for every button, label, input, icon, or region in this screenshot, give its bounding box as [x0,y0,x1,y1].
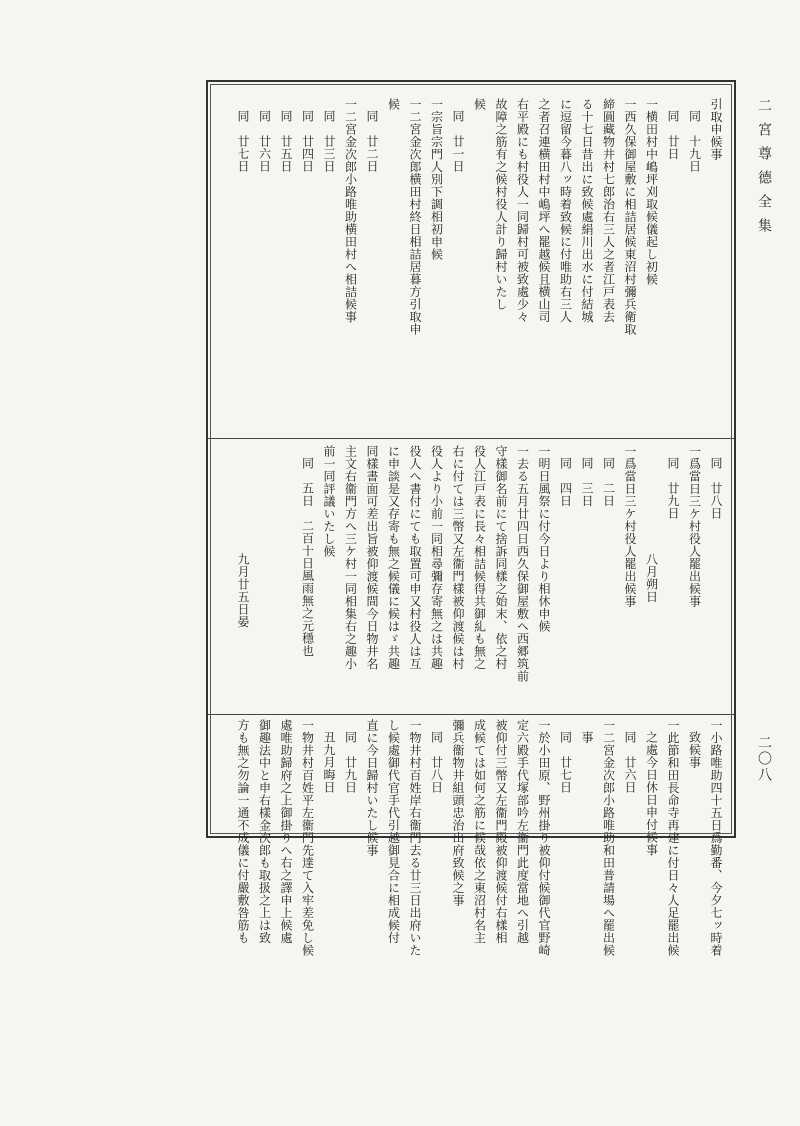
text-line: 同樣書面可差出旨被仰渡候間今日物井名 [365,445,379,670]
text-line: 一物井村百姓平左衞門先達て入牢差免し候 [300,719,315,957]
text-line: 同 廿九日 [343,731,358,794]
text-line: 同 廿一日 [451,110,465,173]
text-line: 一二宮金次郎小路唯助横田村へ相詰候事 [343,98,358,323]
text-line: 致候事 [687,731,702,769]
text-line: 御趣法中と申右樣金次郎も取扱之上は致 [257,719,272,944]
text-line: 役人へ書付にても取置可申又村役人は互 [408,445,422,670]
text-line: 一宗旨宗門人別下調相初申候 [429,98,444,261]
text-line: 右に付ては三幣又左衞門樣被仰渡候は村 [451,445,465,670]
text-line: 故障之筋有之候村役人計り歸村いたし [494,98,508,311]
text-line: 同 廿八日 [429,731,444,794]
text-line: 同 廿五日 [279,110,293,173]
text-line: 一西久保御屋敷に相詰居候東沼村彌兵衛取 [623,98,637,336]
text-line: 被仰付三幣又左衞門殿被仰渡候付右樣相 [494,719,508,944]
text-line: 引取申候事 [709,98,723,161]
text-line: 方も無之勿論一通不成儀に付嚴敷咎筋も [236,719,250,944]
text-line: 役人江戸表に長々相詰候得共御糺も無之 [472,445,487,670]
text-line: 同 廿二日 [365,110,379,173]
text-line [253,445,275,712]
text-line: 同 廿六日 [257,110,272,173]
text-line: に申談是又存寄も無之候儀に候はゞ共趣 [386,445,401,670]
text-band-upper [208,88,734,438]
text-band-lower [208,714,734,957]
text-line: 成候ては如何之筋に候哉依之東沼村名主 [472,719,487,944]
text-line: に逗留今暮八ッ時着致候に付唯助右三人 [558,98,573,323]
text-line: 直に今日歸村いたし候事 [365,719,379,857]
text-line: 候 [386,98,401,111]
text-line: 一小路唯助四十五日爲勤番、今夕七ッ時着 [709,719,723,957]
text-line: 一二宮金次郎小路唯助和田普請場へ罷出候 [601,719,616,957]
text-line: る十七日昔出に致候處絹川出水に付結城 [580,98,594,323]
text-line: 之者召連横田村中嶋坪へ罷越候且横山司 [537,98,551,323]
text-line: し候處御代官手代引越御見合に相成候付 [386,719,401,944]
text-line: 同 四日 [558,457,573,507]
text-line: 同 廿九日 [666,457,680,520]
text-line: 同 廿四日 [300,110,315,173]
text-line: 丑九月晦日 [322,731,336,794]
text-line: 之處今日休日申付候事 [644,731,659,856]
text-line: 一物井村百姓岸右衞門去る廿三日出府いた [408,719,422,957]
text-band-middle [208,438,734,714]
text-line: 一於小田原、野州掛り被仰付候御代官野崎 [537,719,551,957]
text-line: 守樣御名前にて捨訴同樣之始末、依之村 [494,445,508,670]
text-line [275,445,297,712]
text-line: 同 廿八日 [709,457,723,520]
text-line: 役人より小前一同相尋彌存寄無之は共趣 [429,445,444,670]
text-line: 一横田村中嶋坪刈取候儀起し初候 [644,98,659,286]
text-line: 彌兵衞物井組頭忠治出府致候之事 [451,719,465,907]
text-line: 同 廿三日 [322,110,336,173]
text-line: 同 廿日 [666,110,680,160]
text-line: 候 [472,98,487,111]
vertical-text-column [232,719,727,957]
text-line: 定六殿手代塚部吟左衞門此度當地へ引越 [515,719,530,944]
text-line: 一二宮金次郎横田村終日相詰居暮方引取申 [408,98,422,336]
text-line: 前一同評議いたし候 [322,445,336,558]
text-line: 右平殿にも村役人一同歸村可被致處少々 [515,98,530,323]
text-line: 同 廿七日 [236,110,250,173]
text-line: 一爲當日三ケ村役人罷出候事 [687,445,702,608]
text-line: 一此節和田長命寺再建に付日々人足罷出候 [666,719,680,957]
text-line: 同 十九日 [687,110,702,173]
text-line: 事 [580,731,594,744]
text-line: 締圓藏物井村七郎治右三人之者江戸表去 [601,98,616,323]
text-line: 同 二日 [601,457,616,507]
text-line: 一去る五月廿四日西久保御屋敷へ西郷筑前 [515,445,530,683]
text-line: 處唯助歸府之上御掛りへ右之譯申上候處 [279,719,293,944]
text-line: 同 廿六日 [623,731,637,794]
text-line: 主文右衞門方へ三ケ村一同相集右之趣小 [343,445,358,670]
text-line: 八月朔日 [644,553,659,603]
text-line: 同 五日 二百十日風雨無之元穩也 [300,457,315,657]
text-line: 九月廿五日晏 [236,553,250,628]
text-frame [206,80,736,957]
text-line: 一明日風祭に付今日より相休申候 [537,445,551,633]
text-line: 同 三日 [580,457,594,507]
text-line: 同 廿七日 [558,731,573,794]
text-line: 一爲當日三ケ村役人罷出候事 [623,445,637,608]
running-head: 二宮尊德全集 [756,98,772,242]
vertical-text-column [232,98,727,434]
vertical-text-column [232,445,727,712]
page-number: 二〇八 [756,735,772,783]
